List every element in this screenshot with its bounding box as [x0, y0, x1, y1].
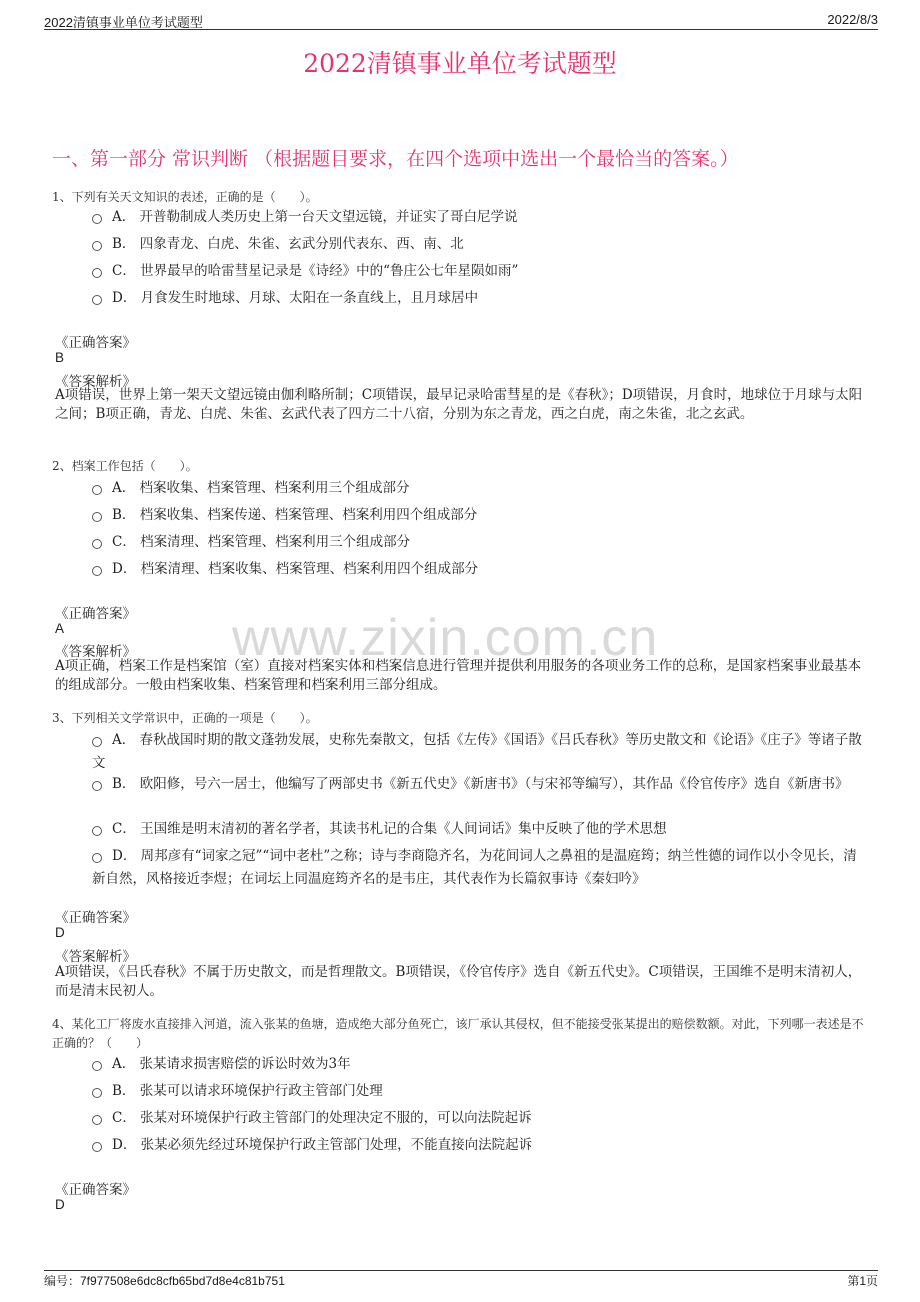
- option-label: A． 张某请求损害赔偿的诉讼时效为3年: [112, 1056, 351, 1072]
- option-d[interactable]: [92, 1134, 868, 1157]
- document-id: 编号：7f977508e6dc8cfb65bd7d8e4c81b751: [44, 1274, 285, 1288]
- answer-value: D: [55, 1197, 65, 1212]
- page-number: 第1页: [847, 1274, 878, 1288]
- option-label: C． 王国维是明末清初的著名学者，其读书札记的合集《人间词话》集中反映了他的学术思想: [112, 821, 667, 837]
- option-label: B． 张某可以请求环境保护行政主管部门处理: [112, 1083, 383, 1099]
- radio-icon[interactable]: [92, 1115, 102, 1125]
- explanation-heading: 《答案解析》: [55, 644, 136, 660]
- option-label: A． 开普勒制成人类历史上第一台天文望远镜，并证实了哥白尼学说: [112, 209, 518, 225]
- option-label: A． 档案收集、档案管理、档案利用三个组成部分: [112, 480, 410, 496]
- option-label: D． 档案清理、档案收集、档案管理、档案利用四个组成部分: [112, 561, 479, 577]
- option-label: C． 张某对环境保护行政主管部门的处理决定不服的，可以向法院起诉: [112, 1110, 532, 1126]
- option-label: C． 世界最早的哈雷彗星记录是《诗经》中的“鲁庄公七年星陨如雨”: [112, 263, 519, 279]
- answer-heading: 《正确答案》: [55, 1182, 136, 1198]
- radio-icon[interactable]: [92, 853, 102, 863]
- radio-icon[interactable]: [92, 295, 102, 305]
- answer-heading: 《正确答案》: [55, 606, 136, 622]
- option-label: D． 周邦彦有“词家之冠”“词中老杜”之称；诗与李商隐齐名，为花间词人之鼻祖的是温庭筠；纳兰性德的词作以小令见长，清新自然，风格接近李煜；在词坛上同温庭筠齐名的是韦庄，其代表作为长篇叙事诗《秦妇吟》: [92, 848, 857, 887]
- footer-divider: [44, 1270, 878, 1271]
- question-stem: 3、下列相关文学常识中，正确的一项是（ ）。: [52, 711, 318, 725]
- question-stem: 4、某化工厂将废水直接排入河道，流入张某的鱼塘，造成绝大部分鱼死亡，该厂承认其侵权，但不能接受张某提出的赔偿数额。对此，下列哪一表述是不正确的？（ ）: [52, 1017, 864, 1050]
- option-d[interactable]: [92, 845, 868, 891]
- option-b[interactable]: [92, 1080, 868, 1103]
- watermark: www.zixin.com.cn: [232, 609, 659, 667]
- option-a[interactable]: [92, 206, 868, 229]
- option-label: D． 月食发生时地球、月球、太阳在一条直线上，且月球居中: [112, 290, 479, 306]
- option-label: C． 档案清理、档案管理、档案利用三个组成部分: [112, 534, 411, 550]
- header-divider: [44, 29, 878, 30]
- radio-icon[interactable]: [92, 566, 102, 576]
- option-d[interactable]: [92, 558, 868, 581]
- option-label: B． 欧阳修，号六一居士，他编写了两部史书《新五代史》《新唐书》（与宋祁等编写），其作品《伶官传序》选自《新唐书》: [112, 776, 849, 792]
- answer-value: B: [55, 350, 65, 365]
- radio-icon[interactable]: [92, 1088, 102, 1098]
- radio-icon[interactable]: [92, 539, 102, 549]
- option-a[interactable]: [92, 477, 868, 500]
- answer-value: A: [55, 621, 65, 636]
- answer-heading: 《正确答案》: [55, 335, 136, 351]
- option-c[interactable]: [92, 1107, 868, 1130]
- radio-icon[interactable]: [92, 512, 102, 522]
- radio-icon[interactable]: [92, 826, 102, 836]
- answer-heading: 《正确答案》: [55, 910, 136, 926]
- option-d[interactable]: [92, 287, 868, 310]
- option-label: B． 四象青龙、白虎、朱雀、玄武分别代表东、西、南、北: [112, 236, 464, 252]
- header-doc-title: 2022清镇事业单位考试题型: [44, 15, 203, 30]
- radio-icon[interactable]: [92, 1142, 102, 1152]
- radio-icon[interactable]: [92, 781, 102, 791]
- explanation-text: A项正确，档案工作是档案馆（室）直接对档案实体和档案信息进行管理并提供利用服务的各项业务工作的总称，是国家档案事业最基本的组成部分。一般由档案收集、档案管理和档案利用三部分组成。: [55, 658, 862, 693]
- radio-icon[interactable]: [92, 241, 102, 251]
- option-label: D． 张某必须先经过环境保护行政主管部门处理，不能直接向法院起诉: [112, 1137, 533, 1153]
- page-title: 2022清镇事业单位考试题型: [303, 49, 617, 78]
- option-label: B． 档案收集、档案传递、档案管理、档案利用四个组成部分: [112, 507, 478, 523]
- radio-icon[interactable]: [92, 214, 102, 224]
- radio-icon[interactable]: [92, 1061, 102, 1071]
- option-a[interactable]: [92, 729, 868, 775]
- option-c[interactable]: [92, 818, 868, 841]
- option-b[interactable]: [92, 233, 868, 256]
- explanation-text: A项错误，世界上第一架天文望远镜由伽利略所制；C项错误，最早记录哈雷彗星的是《春秋》；D项错误，月食时，地球位于月球与太阳之间；B项正确，青龙、白虎、朱雀、玄武代表了四方二十八宿，分别为东之青龙，西之白虎，南之朱雀，北之玄武。: [55, 387, 863, 422]
- explanation-heading: 《答案解析》: [55, 374, 136, 390]
- explanation-heading: 《答案解析》: [55, 949, 136, 965]
- option-label: A． 春秋战国时期的散文蓬勃发展，史称先秦散文，包括《左传》《国语》《吕氏春秋》等历史散文和《论语》《庄子》等诸子散文: [92, 732, 862, 771]
- radio-icon[interactable]: [92, 737, 102, 747]
- option-c[interactable]: [92, 260, 868, 283]
- option-b[interactable]: [92, 504, 868, 527]
- option-c[interactable]: [92, 531, 868, 554]
- section-title: 一、第一部分 常识判断 （根据题目要求，在四个选项中选出一个最恰当的答案。）: [52, 148, 739, 170]
- radio-icon[interactable]: [92, 268, 102, 278]
- question-stem: 2、档案工作包括（ ）。: [52, 459, 198, 473]
- answer-value: D: [55, 925, 65, 940]
- explanation-text: A项错误，《吕氏春秋》不属于历史散文，而是哲理散文。B项错误，《伶官传序》选自《新五代史》。C项错误，王国维不是明末清初人，而是清末民初人。: [55, 964, 862, 999]
- radio-icon[interactable]: [92, 485, 102, 495]
- header-date: 2022/8/3: [827, 12, 878, 27]
- question-stem: 1、下列有关天文知识的表述，正确的是（ ）。: [52, 190, 318, 204]
- option-a[interactable]: [92, 1053, 868, 1076]
- option-b[interactable]: [92, 773, 868, 796]
